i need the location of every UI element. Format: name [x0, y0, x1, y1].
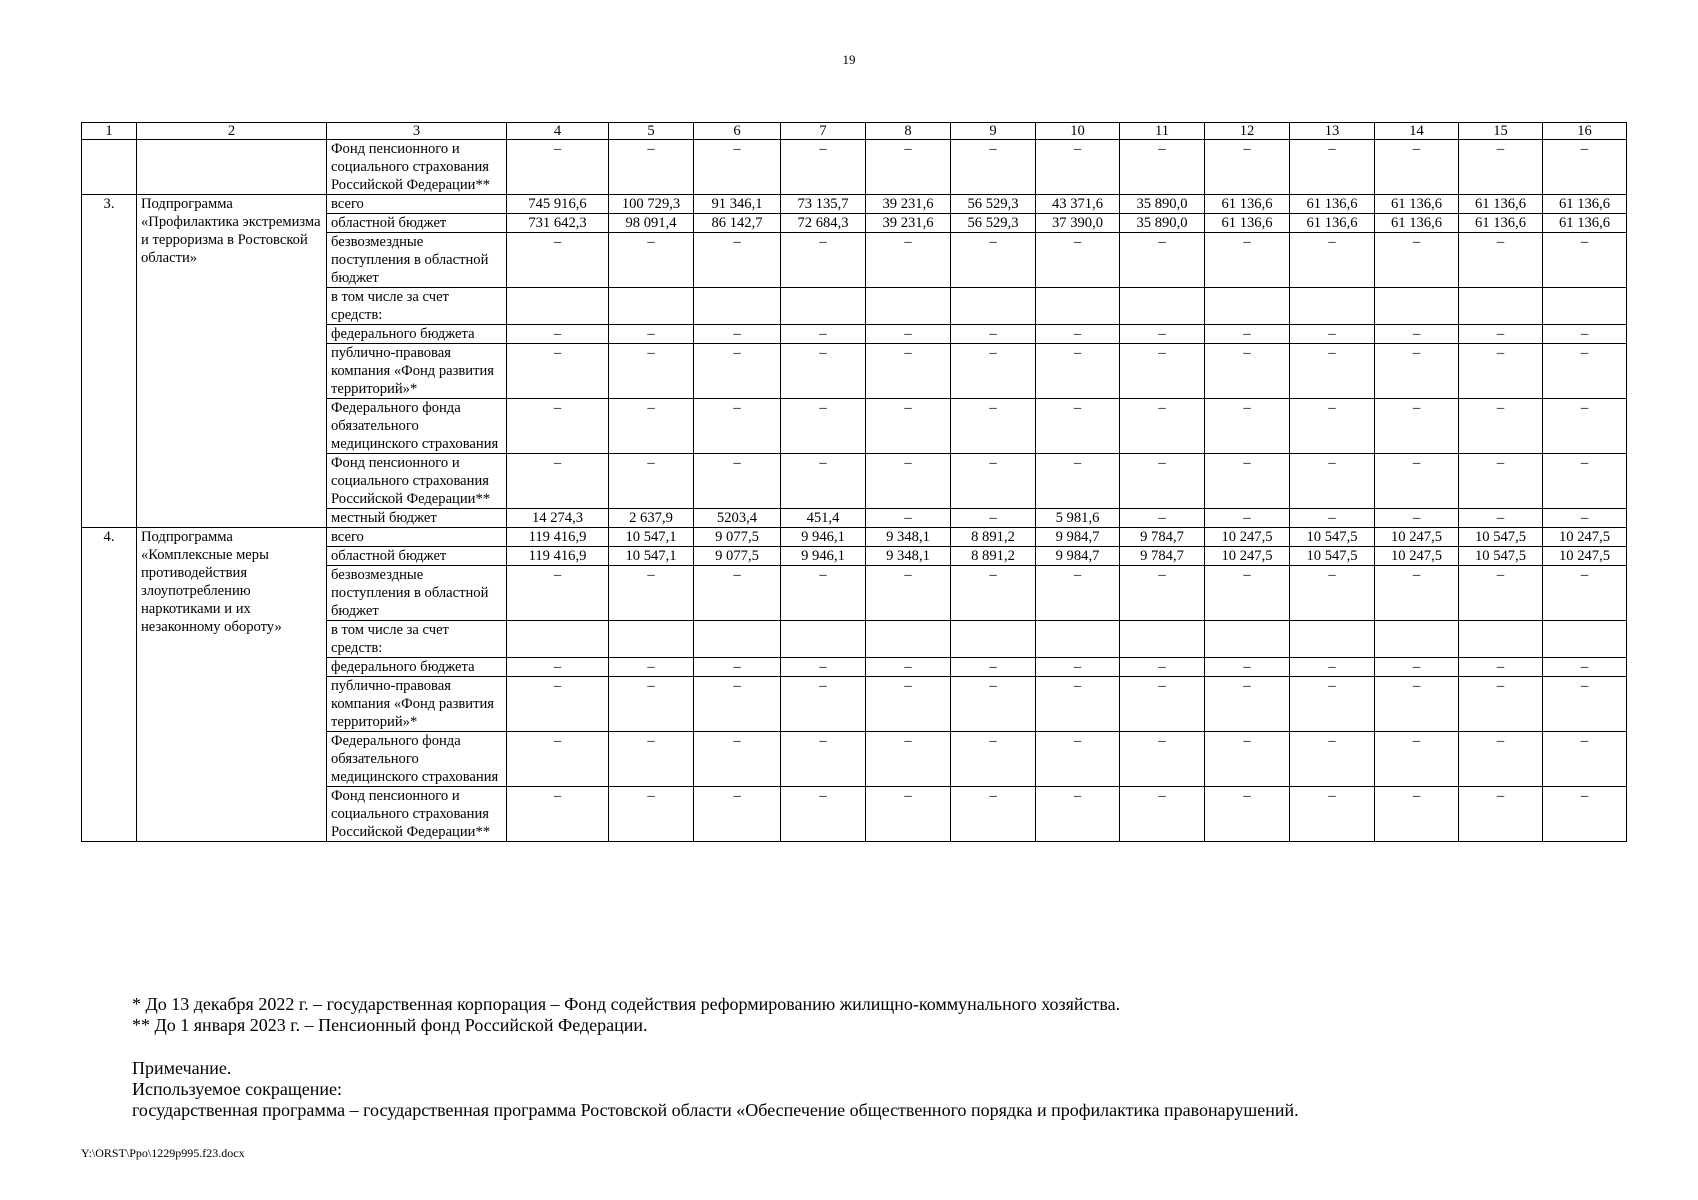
source-label: в том числе за счет средств: [327, 288, 507, 325]
source-label: в том числе за счет средств: [327, 621, 507, 658]
value-cell: – [1036, 732, 1120, 787]
value-cell: 9 077,5 [694, 547, 781, 566]
source-label: Федерального фонда обязательного медицинского страхования [327, 732, 507, 787]
value-cell: 2 637,9 [609, 509, 694, 528]
value-cell: 43 371,6 [1036, 195, 1120, 214]
value-cell: 35 890,0 [1120, 214, 1205, 233]
value-cell: – [609, 140, 694, 195]
value-cell: – [781, 732, 866, 787]
value-cell: – [1120, 658, 1205, 677]
source-label: всего [327, 195, 507, 214]
value-cell: – [866, 509, 951, 528]
value-cell: – [609, 677, 694, 732]
value-cell: 10 547,5 [1290, 528, 1375, 547]
column-header: 10 [1036, 123, 1120, 140]
value-cell: – [609, 658, 694, 677]
value-cell: – [609, 325, 694, 344]
value-cell: – [1205, 732, 1290, 787]
value-cell: – [866, 399, 951, 454]
value-cell: – [694, 140, 781, 195]
value-cell: – [1120, 454, 1205, 509]
subprogram-number: 4. [82, 528, 137, 842]
value-cell: – [609, 399, 694, 454]
value-cell: – [866, 732, 951, 787]
value-cell [781, 288, 866, 325]
source-label: публично-правовая компания «Фонд развития территорий»* [327, 677, 507, 732]
value-cell: – [694, 454, 781, 509]
value-cell: – [609, 344, 694, 399]
column-header: 7 [781, 123, 866, 140]
value-cell: 35 890,0 [1120, 195, 1205, 214]
value-cell: 119 416,9 [507, 528, 609, 547]
value-cell: – [1459, 566, 1543, 621]
value-cell: – [1036, 658, 1120, 677]
value-cell [609, 288, 694, 325]
value-cell: – [1459, 344, 1543, 399]
value-cell: – [1375, 658, 1459, 677]
value-cell: 61 136,6 [1375, 195, 1459, 214]
value-cell: – [1543, 325, 1627, 344]
value-cell: – [1459, 140, 1543, 195]
value-cell: – [781, 399, 866, 454]
value-cell: 10 247,5 [1543, 528, 1627, 547]
value-cell: – [1375, 566, 1459, 621]
value-cell: – [866, 566, 951, 621]
value-cell [1205, 621, 1290, 658]
value-cell: – [694, 344, 781, 399]
value-cell: 451,4 [781, 509, 866, 528]
value-cell: – [1543, 344, 1627, 399]
value-cell: – [694, 658, 781, 677]
value-cell: – [609, 233, 694, 288]
value-cell: 9 946,1 [781, 528, 866, 547]
source-label: публично-правовая компания «Фонд развития территорий»* [327, 344, 507, 399]
value-cell: – [1120, 677, 1205, 732]
value-cell: – [1036, 566, 1120, 621]
value-cell: 37 390,0 [1036, 214, 1120, 233]
value-cell: – [781, 454, 866, 509]
footnote-2: ** До 1 января 2023 г. – Пенсионный фонд Российской Федерации. [132, 1015, 648, 1035]
value-cell: – [781, 344, 866, 399]
value-cell: – [507, 344, 609, 399]
value-cell: – [1543, 677, 1627, 732]
value-cell: – [507, 566, 609, 621]
value-cell: 61 136,6 [1290, 214, 1375, 233]
value-cell: – [1459, 509, 1543, 528]
value-cell [1290, 621, 1375, 658]
value-cell [1543, 621, 1627, 658]
value-cell: – [951, 509, 1036, 528]
value-cell: 10 247,5 [1205, 528, 1290, 547]
column-header: 2 [137, 123, 327, 140]
value-cell: – [866, 787, 951, 842]
value-cell [951, 621, 1036, 658]
value-cell: 10 547,1 [609, 547, 694, 566]
value-cell: 5203,4 [694, 509, 781, 528]
value-cell: – [507, 677, 609, 732]
value-cell: – [1205, 509, 1290, 528]
value-cell: – [1290, 566, 1375, 621]
column-header: 9 [951, 123, 1036, 140]
value-cell: 61 136,6 [1205, 195, 1290, 214]
value-cell: – [1543, 787, 1627, 842]
value-cell: 9 348,1 [866, 528, 951, 547]
column-header: 14 [1375, 123, 1459, 140]
source-label: Федерального фонда обязательного медицинского страхования [327, 399, 507, 454]
value-cell: – [781, 140, 866, 195]
value-cell: 10 547,1 [609, 528, 694, 547]
value-cell: – [951, 325, 1036, 344]
value-cell: 8 891,2 [951, 547, 1036, 566]
column-header: 1 [82, 123, 137, 140]
source-label: областной бюджет [327, 214, 507, 233]
column-header: 8 [866, 123, 951, 140]
source-label: безвозмездные поступления в областной бюджет [327, 233, 507, 288]
column-header: 5 [609, 123, 694, 140]
value-cell: – [1120, 233, 1205, 288]
source-label: областной бюджет [327, 547, 507, 566]
value-cell: – [1120, 140, 1205, 195]
value-cell: 72 684,3 [781, 214, 866, 233]
column-header: 13 [1290, 123, 1375, 140]
value-cell: 56 529,3 [951, 214, 1036, 233]
value-cell: – [1375, 344, 1459, 399]
value-cell: – [1120, 399, 1205, 454]
value-cell: – [866, 658, 951, 677]
value-cell: 9 946,1 [781, 547, 866, 566]
value-cell: – [1290, 787, 1375, 842]
value-cell: – [1120, 787, 1205, 842]
value-cell: – [951, 233, 1036, 288]
number-cell [82, 140, 137, 195]
subprogram-name: Подпрограмма «Профилактика экстремизма и терроризма в Ростовской области» [137, 195, 327, 528]
value-cell: 731 642,3 [507, 214, 609, 233]
value-cell: – [1120, 732, 1205, 787]
value-cell: – [1120, 566, 1205, 621]
source-label: местный бюджет [327, 509, 507, 528]
value-cell [866, 621, 951, 658]
value-cell: – [951, 140, 1036, 195]
value-cell: – [1543, 233, 1627, 288]
value-cell: – [951, 732, 1036, 787]
value-cell: 39 231,6 [866, 195, 951, 214]
value-cell: – [1375, 732, 1459, 787]
value-cell: – [694, 399, 781, 454]
value-cell: 10 247,5 [1375, 528, 1459, 547]
table-row [82, 195, 1627, 214]
value-cell: 9 984,7 [1036, 547, 1120, 566]
value-cell: – [951, 344, 1036, 399]
value-cell: – [1543, 566, 1627, 621]
value-cell: – [1205, 233, 1290, 288]
value-cell: 61 136,6 [1290, 195, 1375, 214]
value-cell: 8 891,2 [951, 528, 1036, 547]
value-cell: – [1205, 454, 1290, 509]
value-cell: 61 136,6 [1543, 195, 1627, 214]
value-cell [1543, 288, 1627, 325]
value-cell: – [1205, 658, 1290, 677]
value-cell: 61 136,6 [1375, 214, 1459, 233]
value-cell: – [507, 233, 609, 288]
value-cell: – [1543, 399, 1627, 454]
source-label: безвозмездные поступления в областной бюджет [327, 566, 507, 621]
source-label: федерального бюджета [327, 658, 507, 677]
value-cell [951, 288, 1036, 325]
value-cell: – [1543, 454, 1627, 509]
value-cell: – [1375, 677, 1459, 732]
value-cell: – [609, 454, 694, 509]
source-label: Фонд пенсионного и социального страхования Российской Федерации** [327, 454, 507, 509]
abbreviation-text: государственная программа – государственная программа Ростовской области «Обеспечение общественного порядка и профилактика правонарушений. [132, 1100, 1299, 1120]
value-cell: – [1036, 140, 1120, 195]
value-cell: – [1290, 325, 1375, 344]
column-header: 6 [694, 123, 781, 140]
value-cell: 14 274,3 [507, 509, 609, 528]
note-title: Примечание. [132, 1058, 232, 1078]
value-cell [694, 621, 781, 658]
value-cell: – [1459, 787, 1543, 842]
value-cell: – [1375, 233, 1459, 288]
value-cell: 61 136,6 [1205, 214, 1290, 233]
value-cell: – [866, 233, 951, 288]
source-label: федерального бюджета [327, 325, 507, 344]
value-cell: – [951, 566, 1036, 621]
value-cell: – [1290, 233, 1375, 288]
value-cell [1036, 621, 1120, 658]
value-cell: – [1120, 325, 1205, 344]
value-cell: 9 784,7 [1120, 528, 1205, 547]
value-cell: 56 529,3 [951, 195, 1036, 214]
value-cell: – [1290, 509, 1375, 528]
value-cell [1036, 288, 1120, 325]
value-cell: – [1205, 140, 1290, 195]
value-cell: 10 247,5 [1375, 547, 1459, 566]
value-cell: 61 136,6 [1459, 214, 1543, 233]
footnote-1: * До 13 декабря 2022 г. – государственная корпорация – Фонд содействия реформированию жилищно-коммунального хозяйства. [132, 994, 1121, 1014]
funding-table [81, 122, 1627, 842]
value-cell: 86 142,7 [694, 214, 781, 233]
value-cell: – [1543, 658, 1627, 677]
value-cell [1120, 621, 1205, 658]
value-cell: – [694, 233, 781, 288]
value-cell: – [781, 325, 866, 344]
value-cell: – [507, 399, 609, 454]
value-cell: 9 784,7 [1120, 547, 1205, 566]
value-cell: – [1290, 454, 1375, 509]
value-cell: – [694, 732, 781, 787]
file-path: Y:\ORST\Ppo\1229p995.f23.docx [81, 1146, 245, 1160]
value-cell [1205, 288, 1290, 325]
value-cell: – [1205, 325, 1290, 344]
source-label: всего [327, 528, 507, 547]
value-cell: – [1375, 454, 1459, 509]
value-cell [1375, 621, 1459, 658]
value-cell [507, 288, 609, 325]
value-cell: – [1459, 454, 1543, 509]
value-cell [507, 621, 609, 658]
value-cell: – [1205, 677, 1290, 732]
value-cell: – [1375, 509, 1459, 528]
column-header: 11 [1120, 123, 1205, 140]
subprogram-name: Подпрограмма «Комплексные меры противодействия злоупотреблению наркотиками и их незаконному обороту» [137, 528, 327, 842]
value-cell: – [951, 787, 1036, 842]
value-cell: – [781, 787, 866, 842]
value-cell: – [1290, 732, 1375, 787]
value-cell: – [1036, 344, 1120, 399]
value-cell: – [1459, 658, 1543, 677]
header-row [82, 123, 1627, 140]
value-cell: 39 231,6 [866, 214, 951, 233]
column-header: 16 [1543, 123, 1627, 140]
page-number: 19 [842, 52, 856, 67]
value-cell: 119 416,9 [507, 547, 609, 566]
value-cell: – [1459, 325, 1543, 344]
value-cell: 73 135,7 [781, 195, 866, 214]
value-cell: – [1459, 732, 1543, 787]
value-cell: 9 077,5 [694, 528, 781, 547]
value-cell: – [609, 787, 694, 842]
subprogram-number: 3. [82, 195, 137, 528]
value-cell: – [951, 658, 1036, 677]
value-cell: – [694, 787, 781, 842]
value-cell: – [1459, 399, 1543, 454]
value-cell [781, 621, 866, 658]
value-cell: – [1459, 677, 1543, 732]
column-header: 12 [1205, 123, 1290, 140]
value-cell: – [1290, 344, 1375, 399]
value-cell: 10 547,5 [1459, 528, 1543, 547]
value-cell: – [694, 566, 781, 621]
value-cell: – [1036, 325, 1120, 344]
source-label: Фонд пенсионного и социального страхования Российской Федерации** [327, 140, 507, 195]
value-cell [694, 288, 781, 325]
value-cell: – [507, 454, 609, 509]
value-cell: – [1036, 454, 1120, 509]
value-cell: 9 348,1 [866, 547, 951, 566]
value-cell: – [1375, 787, 1459, 842]
value-cell: – [1205, 344, 1290, 399]
value-cell: 91 346,1 [694, 195, 781, 214]
table-row [82, 528, 1627, 547]
value-cell: 10 247,5 [1543, 547, 1627, 566]
value-cell: – [1290, 399, 1375, 454]
value-cell: – [1120, 344, 1205, 399]
value-cell: – [507, 787, 609, 842]
value-cell: – [694, 677, 781, 732]
column-header: 4 [507, 123, 609, 140]
value-cell: – [866, 325, 951, 344]
value-cell: – [1543, 509, 1627, 528]
notes-block [132, 994, 1299, 1121]
table-row [82, 140, 1627, 195]
value-cell [1375, 288, 1459, 325]
value-cell: 745 916,6 [507, 195, 609, 214]
value-cell: – [1375, 325, 1459, 344]
value-cell: 61 136,6 [1543, 214, 1627, 233]
value-cell: – [1036, 787, 1120, 842]
value-cell: – [1205, 399, 1290, 454]
value-cell: – [1036, 399, 1120, 454]
value-cell: 98 091,4 [609, 214, 694, 233]
value-cell [1120, 288, 1205, 325]
value-cell: – [951, 677, 1036, 732]
value-cell [1459, 621, 1543, 658]
value-cell: – [781, 233, 866, 288]
name-cell [137, 140, 327, 195]
abbreviation-heading: Используемое сокращение: [132, 1079, 342, 1099]
value-cell: – [507, 325, 609, 344]
value-cell: 61 136,6 [1459, 195, 1543, 214]
value-cell: – [866, 454, 951, 509]
value-cell: – [1036, 233, 1120, 288]
value-cell [866, 288, 951, 325]
value-cell: – [866, 344, 951, 399]
value-cell: – [1459, 233, 1543, 288]
value-cell: – [781, 677, 866, 732]
value-cell: 10 547,5 [1290, 547, 1375, 566]
value-cell [1459, 288, 1543, 325]
value-cell: – [507, 732, 609, 787]
value-cell: – [781, 658, 866, 677]
value-cell: – [1205, 787, 1290, 842]
value-cell: – [1290, 140, 1375, 195]
value-cell: 10 547,5 [1459, 547, 1543, 566]
value-cell: – [1205, 566, 1290, 621]
value-cell: – [1036, 677, 1120, 732]
value-cell: – [609, 566, 694, 621]
value-cell: 5 981,6 [1036, 509, 1120, 528]
value-cell: – [1290, 677, 1375, 732]
value-cell: – [507, 658, 609, 677]
column-header: 3 [327, 123, 507, 140]
value-cell: – [1375, 399, 1459, 454]
value-cell: – [781, 566, 866, 621]
value-cell: – [1290, 658, 1375, 677]
value-cell: – [694, 325, 781, 344]
value-cell: – [1543, 732, 1627, 787]
value-cell [609, 621, 694, 658]
value-cell: – [1543, 140, 1627, 195]
value-cell: 100 729,3 [609, 195, 694, 214]
value-cell [1290, 288, 1375, 325]
value-cell: 9 984,7 [1036, 528, 1120, 547]
value-cell: – [609, 732, 694, 787]
source-label: Фонд пенсионного и социального страхования Российской Федерации** [327, 787, 507, 842]
value-cell: – [866, 677, 951, 732]
value-cell: 10 247,5 [1205, 547, 1290, 566]
value-cell: – [951, 399, 1036, 454]
column-header: 15 [1459, 123, 1543, 140]
value-cell: – [866, 140, 951, 195]
value-cell: – [1120, 509, 1205, 528]
value-cell: – [951, 454, 1036, 509]
value-cell: – [507, 140, 609, 195]
value-cell: – [1375, 140, 1459, 195]
